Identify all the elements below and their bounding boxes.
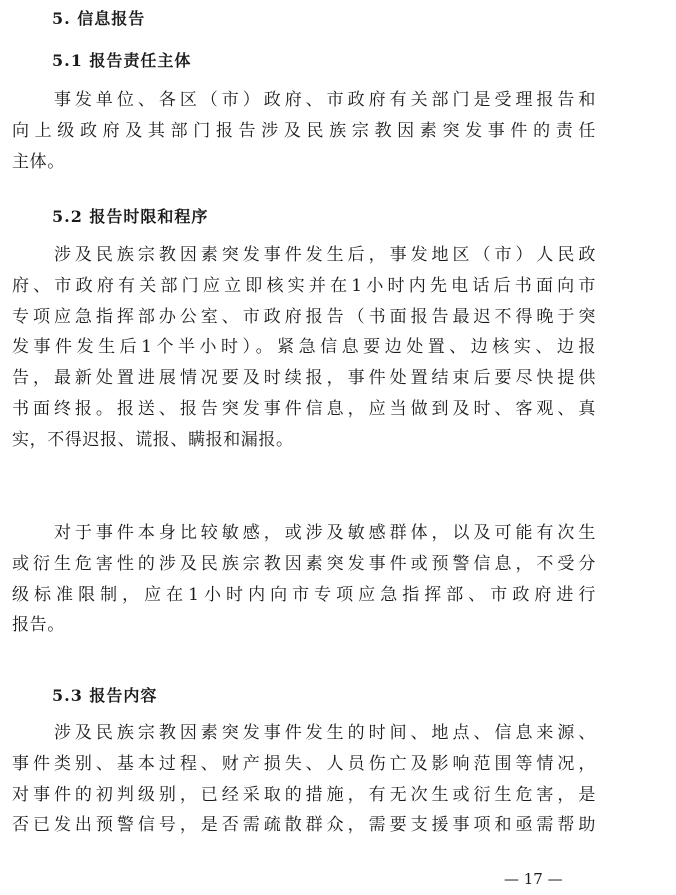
text-line: 专项应急指挥部办公室、市政府报告（书面报告最迟不得晚于突 [12, 306, 596, 327]
document-page [12, 0, 596, 895]
section-heading-5-3: 5.3 报告内容 [52, 686, 158, 705]
text-line: 实，不得迟报、谎报、瞒报和漏报。 [12, 429, 294, 450]
section-heading-5: 5. 信息报告 [52, 9, 146, 28]
paragraph-5-2-sensitive [12, 518, 596, 641]
text-line: 府、市政府有关部门应立即核实并在1小时内先电话后书面向市 [12, 275, 596, 296]
text-line: 级标准限制，应在1小时内向市专项应急指挥部、市政府进行 [12, 584, 596, 605]
paragraph-5-1 [12, 85, 596, 177]
text-line: 向上级政府及其部门报告涉及民族宗教因素突发事件的责任 [12, 120, 596, 141]
section-heading-5-2: 5.2 报告时限和程序 [52, 207, 209, 226]
text-line: 涉及民族宗教因素突发事件发生的时间、地点、信息来源、 [12, 723, 596, 743]
text-line: 告，最新处置进展情况要及时续报，事件处置结束后要尽快提供 [12, 368, 596, 389]
text-line: 或衍生危害性的涉及民族宗教因素突发事件或预警信息，不受分 [12, 553, 596, 574]
page-number: — 17 — [504, 870, 563, 888]
paragraph-5-3 [12, 718, 596, 841]
text-line: 否已发出预警信号，是否需疏散群众，需要支援事项和亟需帮助 [12, 815, 596, 836]
text-line: 对于事件本身比较敏感，或涉及敏感群体，以及可能有次生 [12, 523, 596, 543]
text-line: 报告。 [12, 615, 65, 636]
section-heading-5-1: 5.1 报告责任主体 [52, 51, 192, 70]
text-line: 涉及民族宗教因素突发事件发生后，事发地区（市）人民政 [12, 245, 596, 265]
text-line: 发事件发生后1个半小时）。紧急信息要边处置、边核实、边报 [12, 337, 596, 358]
text-line: 书面终报。报送、报告突发事件信息，应当做到及时、客观、真 [12, 398, 596, 419]
text-line: 事发单位、各区（市）政府、市政府有关部门是受理报告和 [12, 90, 596, 110]
paragraph-5-2 [12, 240, 596, 456]
text-line: 对事件的初判级别，已经采取的措施，有无次生或衍生危害，是 [12, 784, 596, 805]
text-line: 事件类别、基本过程、财产损失、人员伤亡及影响范围等情况， [12, 753, 596, 774]
text-line: 主体。 [12, 151, 65, 172]
